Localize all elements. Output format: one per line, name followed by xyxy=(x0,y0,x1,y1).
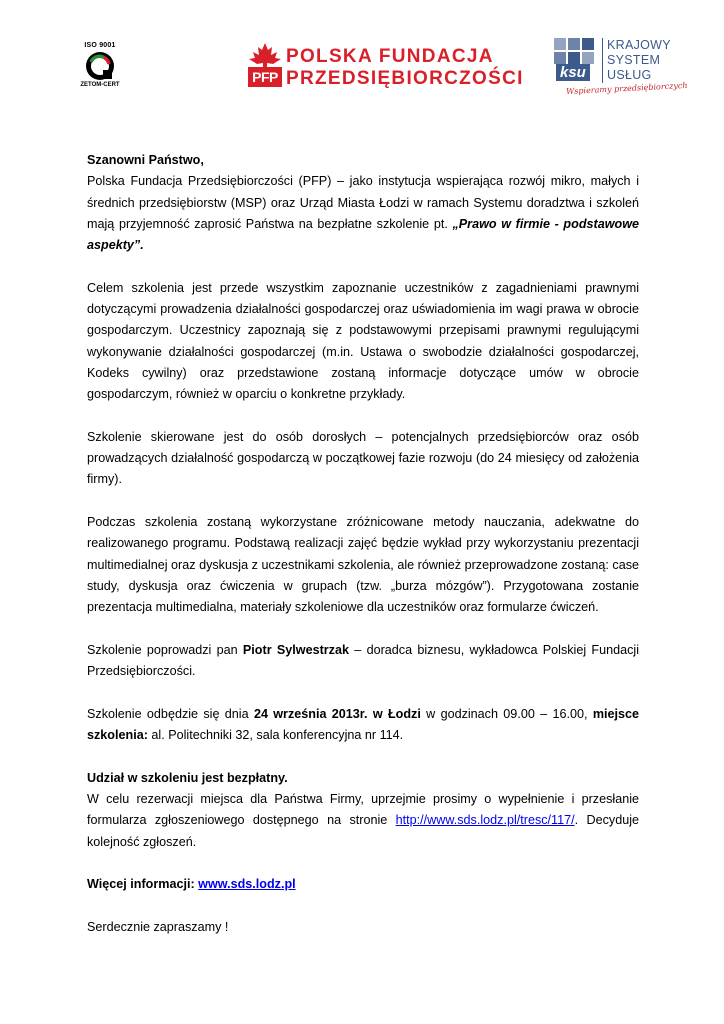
ksu-abbr: ksu xyxy=(556,64,590,81)
pfp-name-line1: POLSKA FUNDACJA xyxy=(286,46,494,67)
ksu-name-line3: USŁUG xyxy=(607,68,652,82)
closing: Serdecznie zapraszamy ! xyxy=(87,919,229,934)
pfp-abbr: PFP xyxy=(248,67,282,87)
paragraph-registration xyxy=(87,789,639,853)
place-label: miejsce szkolenia: xyxy=(87,706,640,743)
ksu-name-line2: SYSTEM xyxy=(607,53,661,67)
training-date: 24 września 2013r. w Łodzi xyxy=(253,706,421,721)
paragraph-methods: Podczas szkolenia zostaną wykorzystane zróżnicowane metody nauczania, adekwatne do realizowanego programu. Podstawą realizacji zajęć będzie wykład przy wykorzystaniu prezentacji multimedialnej oraz dyskusja z uczestnikami szkolenia, ale również przeprowadzone zostaną: case study, dyskusja oraz ćwiczenia w grupach (tzw. „burza mózgów”). Przygotowana zostanie prezentacja multimedialna, materiały szkoleniowe dla uczestników oraz formularze ćwiczeń. xyxy=(87,515,639,615)
more-info xyxy=(87,874,639,895)
paragraph-goal: Celem szkolenia jest przede wszystkim zapoznanie uczestników z zagadnieniami prawnymi dotyczącymi prowadzenia działalności gospodarczej oraz uświadomienia im wagi prawa w obrocie gospodarczym. Uczestnicy zapoznają się z podstawowymi przepisami prawnymi regulującymi wykonywanie działalności gospodarczej (m.in. Ustawa o swobodzie działalności gospodarczej, Kodeks cywilny) oraz przedstawione zostaną informacje dotyczące umów w obrocie gospodarczym, również w oparciu o konkretne przykłady. xyxy=(87,280,639,402)
date-intro: Szkolenie odbędzie się dnia xyxy=(87,706,249,721)
letter-body xyxy=(87,150,639,938)
paragraph-date-place xyxy=(87,704,639,747)
trainer-name: Piotr Sylwestrzak xyxy=(242,642,349,657)
greeting: Szanowni Państwo, xyxy=(87,153,204,167)
ksu-tagline: Wspieramy przedsiębiorczych xyxy=(565,80,688,97)
trainer-intro: Szkolenie poprowadzi pan xyxy=(87,642,238,657)
free-participation-heading: Udział w szkoleniu jest bezpłatny. xyxy=(87,770,288,785)
ksu-name xyxy=(602,38,671,83)
registration-order-text: . Decyduje kolejność zgłoszeń. xyxy=(87,813,640,849)
website-link[interactable]: www.sds.lodz.pl xyxy=(198,877,296,892)
paragraph-audience: Szkolenie skierowane jest do osób dorosłych – potencjalnych przedsiębiorców oraz osób prowadzących działalność gospodarczą w początkowej fazie rozwoju (do 24 miesięcy od założenia firmy). xyxy=(87,429,639,487)
intro-text: Polska Fundacja Przedsiębiorczości (PFP) – jako instytucja wspierająca rozwój mikro, małych i średnich przedsiębiorstw (MSP) oraz Urząd Miasta Łodzi w ramach Systemu doradztwa i szkoleń mają przyjemność zaprosić Państwa na bezpłatne szkolenie pt. xyxy=(87,174,639,231)
registration-text: W celu rezerwacji miejsca dla Państwa Firmy, uprzejmie prosimy o wypełnienie i przesłanie formularza zgłoszeniowego dostępnego na stronie xyxy=(87,791,639,828)
registration-link[interactable]: http://www.sds.lodz.pl/tresc/117/ xyxy=(395,813,575,828)
ksu-name-line1: KRAJOWY xyxy=(607,38,671,52)
training-title: „Prawo w firmie - podstawowe aspekty”. xyxy=(87,216,640,253)
iso-9001-logo xyxy=(74,42,126,98)
paragraph-trainer xyxy=(87,640,639,683)
zetom-cert-label: ZETOM-CERT xyxy=(80,82,120,88)
trainer-description: – doradca biznesu, wykładowca Polskiej Fundacji Przedsiębiorczości. xyxy=(87,642,640,679)
training-hours: w godzinach 09.00 – 16.00, xyxy=(426,706,588,721)
training-place: al. Politechniki 32, sala konferencyjna nr 114. xyxy=(151,728,404,743)
pfp-name-line2: PRZEDSIĘBIORCZOŚCI xyxy=(286,68,524,89)
ksu-logo xyxy=(554,38,688,100)
zetom-cert-icon xyxy=(84,50,116,82)
more-info-label: Więcej informacji: xyxy=(87,877,195,892)
maple-leaf-icon xyxy=(246,42,284,68)
paragraph-intro xyxy=(87,171,639,256)
iso-label: ISO 9001 xyxy=(84,42,116,49)
pfp-logo xyxy=(246,42,524,94)
